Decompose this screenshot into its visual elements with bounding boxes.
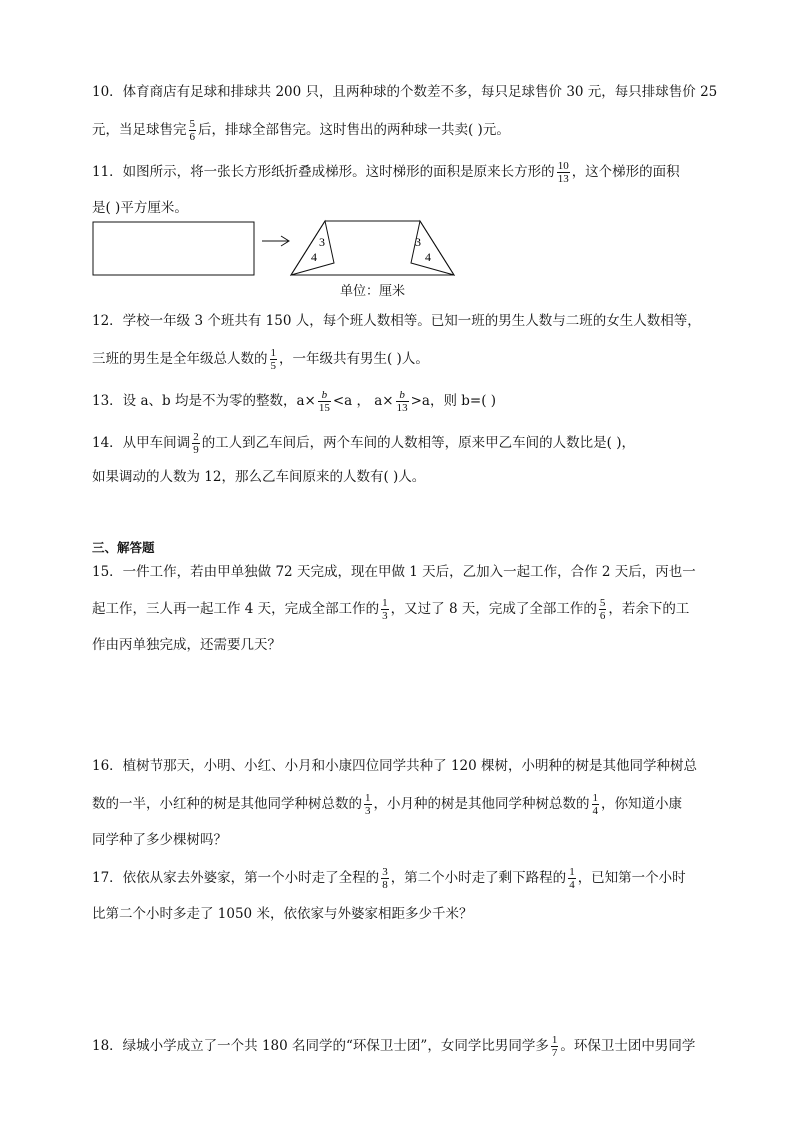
right-fold-label-3: 3 [415, 235, 421, 249]
fraction: $\frac{1}{4}$ [592, 792, 598, 817]
rectangle-shape [93, 222, 254, 275]
q14-line2: 如果调动的人数为 12，那么乙车间原来的人数有( )人。 [92, 469, 426, 485]
q11-figure [0, 0, 794, 300]
q10-line2: 元，当足球售完 $\frac{5}{6}$ 后，排球全部售完。这时售出的两种球一共卖( )元。 [92, 118, 510, 143]
q15-line1: 15．一件工作，若由甲单独做 72 天完成，现在甲做 1 天后，乙加入一起工作，合作 2 天后，丙也一 [92, 564, 696, 580]
q16-line3: 同学种了多少棵树吗？ [92, 832, 227, 848]
q16-line2: 数的一半，小红种的树是其他同学种树总数的 $\frac{1}{3}$ ，小月种的树是其他同学种树总数的 $\frac{1}{4}$ ，你知道小康 [92, 792, 682, 817]
q16-line1: 16．植树节那天，小明、小红、小月和小康四位同学共种了 120 棵树，小明种的树是其他同学种树总 [92, 758, 698, 774]
fraction: $\frac{1}{5}$ [270, 347, 276, 372]
figure-unit-label: 单位：厘米 [340, 284, 406, 299]
q17-line2: 比第二个小时多走了 1050 米，依依家与外婆家相距多少千米？ [92, 906, 473, 922]
fraction: $\frac{1}{3}$ [382, 597, 388, 622]
left-fold-triangle [291, 221, 334, 275]
q14-line1: 14．从甲车间调 $\frac{2}{9}$ 的工人到乙车间后，两个车间的人数相等，原来甲乙车间的人数比是( )， [92, 431, 636, 456]
fraction: $\frac{b}{15}$ [318, 389, 330, 414]
q12-line2: 三班的男生是全年级总人数的 $\frac{1}{5}$ ，一年级共有男生( )人。 [92, 347, 429, 372]
fraction: $\frac{5}{6}$ [189, 118, 195, 143]
q10-line1: 10．体育商店有足球和排球共 200 只，且两种球的个数差不多，每只足球售价 30 元，每只排球售价 25 [92, 84, 718, 100]
fraction: $\frac{1}{3}$ [365, 792, 371, 817]
q18-line1: 18．绿城小学成立了一个共 180 名同学的“环保卫士团”，女同学比男同学多 $\frac{1}{7}$ 。环保卫士团中男同学 [92, 1034, 696, 1059]
fraction: $\frac{5}{6}$ [599, 597, 606, 622]
trapezoid-shape [291, 221, 454, 275]
fraction: $\frac{1}{7}$ [551, 1034, 558, 1059]
fraction: $\frac{2}{9}$ [193, 431, 199, 456]
q12-line1: 12．学校一年级 3 个班共有 150 人，每个班人数相等。已知一班的男生人数与二班的女生人数相等， [92, 313, 701, 329]
q13-line: 13．设 a、b 均是不为零的整数，a× $\frac{b}{15}$ <a ， a× $\frac{b}{13}$ >a，则 b=( ) [92, 389, 497, 414]
section-title: 三、解答题 [92, 540, 155, 555]
fraction: $\frac{3}{8}$ [382, 866, 388, 891]
q17-line1: 17．依依从家去外婆家，第一个小时走了全程的 $\frac{3}{8}$ ，第二个小时走了剩下路程的 $\frac{1}{4}$ ，已知第一个小时 [92, 866, 686, 891]
q11-line2: 是( )平方厘米。 [92, 200, 188, 216]
right-fold-label-4: 4 [425, 250, 431, 264]
fraction: $\frac{1}{4}$ [569, 866, 575, 891]
q15-line2: 起工作，三人再一起工作 4 天，完成全部工作的 $\frac{1}{3}$ ，又过了 8 天，完成了全部工作的 $\frac{5}{6}$ ，若余下的工 [92, 597, 690, 622]
q15-line3: 作由丙单独完成，还需要几天？ [92, 637, 281, 653]
fraction: $\frac{10}{13}$ [557, 160, 569, 185]
left-fold-label-4: 4 [311, 250, 317, 264]
q11-line1: 11．如图所示，将一张长方形纸折叠成梯形。这时梯形的面积是原来长方形的 $\frac{10}{13}$ ，这个梯形的面积 [92, 160, 680, 185]
left-fold-label-3: 3 [319, 235, 325, 249]
fraction: $\frac{b}{13}$ [396, 389, 408, 414]
